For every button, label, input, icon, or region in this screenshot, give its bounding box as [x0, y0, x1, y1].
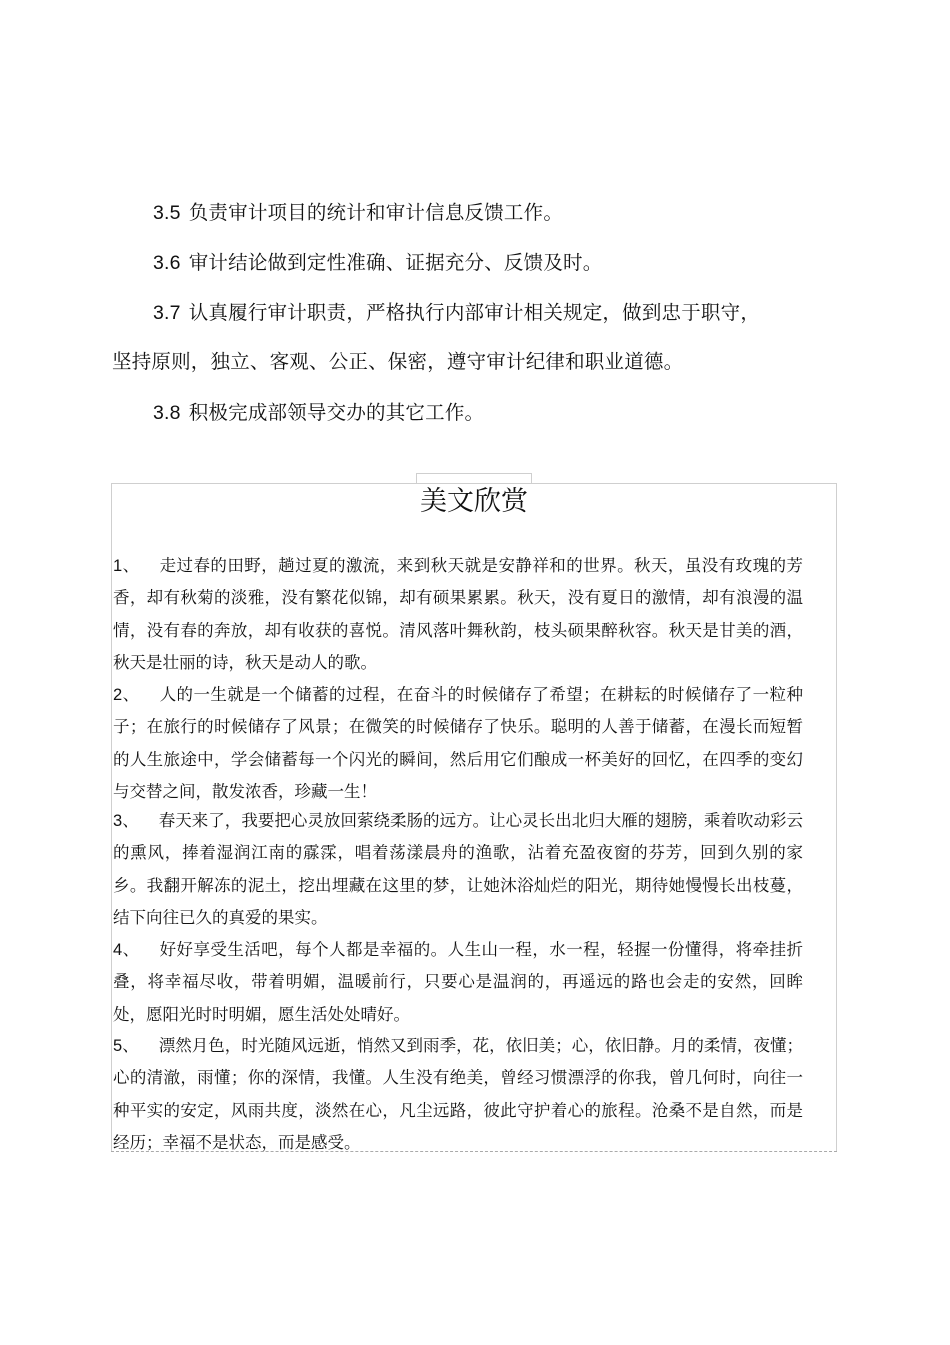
- essay-paragraph-3: [113, 805, 803, 934]
- item-3-8: [153, 397, 873, 425]
- essay-paragraph-5: [113, 1030, 803, 1159]
- item-3-7: [153, 297, 873, 325]
- paragraph-text: 人的一生就是一个储蓄的过程，在奋斗的时候储存了希望；在耕耘的时候储存了一粒种子；在旅行的时候储存了风景；在微笑的时候储存了快乐。聪明的人善于储蓄，在漫长而短暂的人生旅途中，学会储蓄每一个闪光的瞬间，然后用它们酿成一杯美好的回忆，在四季的变幻与交替之间，散发浓香，珍藏一生！: [113, 685, 804, 801]
- item-3-7-continuation: [112, 346, 832, 374]
- item-3-6: [153, 247, 873, 275]
- item-number: 3.6: [153, 252, 181, 274]
- paragraph-number: 4、: [113, 941, 140, 959]
- box-title: 美文欣赏: [420, 486, 528, 517]
- paragraph-number: 5、: [113, 1037, 139, 1055]
- paragraph-text: 走过春的田野，趟过夏的激流，来到秋天就是安静祥和的世界。秋天，虽没有玫瑰的芳香，却有秋菊的淡雅，没有繁花似锦，却有硕果累累。秋天，没有夏日的激情，却有浪漫的温情，没有春的奔放，却有收获的喜悦。清风落叶舞秋韵，枝头硕果醉秋容。秋天是甘美的酒，秋天是壮丽的诗，秋天是动人的歌。: [113, 556, 804, 672]
- essay-paragraph-4: [113, 934, 803, 1031]
- item-3-5: [153, 197, 873, 225]
- item-number: 3.8: [153, 402, 181, 424]
- item-number: 3.5: [153, 202, 181, 224]
- item-number: 3.7: [153, 302, 181, 324]
- item-text: 负责审计项目的统计和审计信息反馈工作。: [188, 201, 564, 224]
- item-text: 坚持原则，独立、客观、公正、保密，遵守审计纪律和职业道德。: [112, 350, 684, 373]
- paragraph-text: 漂然月色，时光随风远逝，悄然又到雨季，花，依旧美；心，依旧静。月的柔情，夜懂；心的清澈，雨懂；你的深情，我懂。人生没有绝美，曾经习惯漂浮的你我，曾几何时，向往一种平实的安定，风雨共度，淡然在心，凡尘远路，彼此守护着心的旅程。沧桑不是自然，而是经历；幸福不是状态，而是感受。: [113, 1036, 803, 1152]
- paragraph-text: 好好享受生活吧，每个人都是幸福的。人生山一程，水一程，轻握一份懂得，将牵挂折叠，将幸福尽收，带着明媚，温暖前行，只要心是温润的，再遥远的路也会走的安然，回眸处，愿阳光时时明媚，愿生活处处晴好。: [113, 940, 804, 1024]
- paragraph-text: 春天来了，我要把心灵放回萦绕柔肠的远方。让心灵长出北归大雁的翅膀，乘着吹动彩云的熏风，捧着湿润江南的霡霂，唱着荡漾晨舟的渔歌，沾着充盈夜窗的芬芳，回到久别的家乡。我翻开解冻的泥土，挖出埋藏在这里的梦，让她沐浴灿烂的阳光，期待她慢慢长出枝蔓，结下向往已久的真爱的果实。: [113, 811, 803, 927]
- item-text: 认真履行审计职责，严格执行内部审计相关规定，做到忠于职守，: [188, 301, 761, 324]
- paragraph-number: 1、: [113, 557, 140, 575]
- paragraph-number: 2、: [113, 686, 140, 704]
- essay-paragraph-2: [113, 679, 803, 808]
- paragraph-number: 3、: [113, 812, 139, 830]
- box-title-tab: [416, 473, 532, 483]
- essay-paragraph-1: [113, 550, 803, 679]
- item-text: 积极完成部领导交办的其它工作。: [188, 401, 485, 424]
- item-text: 审计结论做到定性准确、证据充分、反馈及时。: [188, 251, 603, 274]
